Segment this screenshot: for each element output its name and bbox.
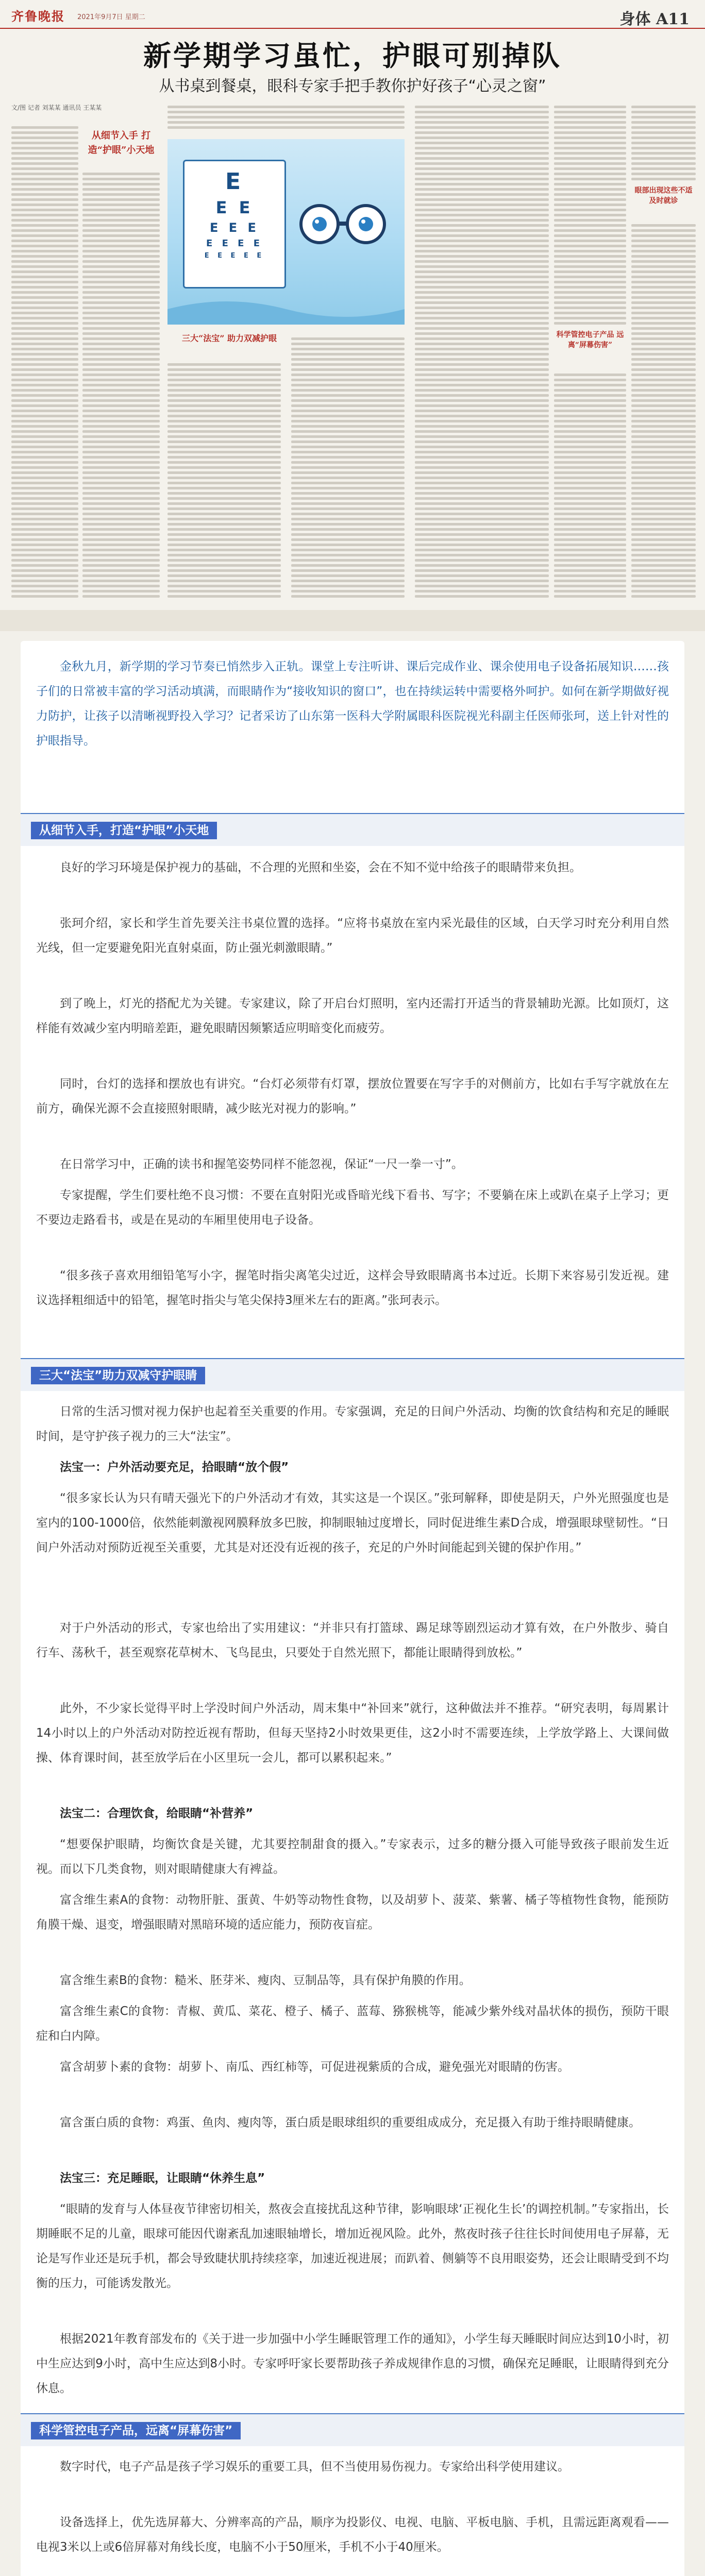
section-header: [21, 2413, 684, 2446]
paragraph: “想要保护眼睛，均衡饮食是关键，尤其要控制甜食的摄入。”专家表示，过多的糖分摄入可能导致孩子眼前发生近视。而以下几类食物，则对眼睛健康大有裨益。: [36, 1838, 669, 1876]
newspaper-byline: 文/图 记者 刘某某 通讯员 王某某: [11, 104, 102, 111]
paragraph: 日常的生活习惯对视力保护也起着至关重要的作用。专家强调，充足的日间户外活动、均衡的饮食结构和充足的睡眠时间，是守护孩子视力的三大“法宝”。: [36, 1405, 669, 1443]
section-title: 从细节入手，打造“护眼”小天地: [31, 822, 217, 839]
eye-chart-illustration: [167, 139, 405, 325]
newspaper-date: 2021年9月7日 星期二: [77, 13, 145, 21]
newspaper-column-heading: 三大“法宝” 助力双减护眼: [182, 333, 277, 343]
newspaper-text-column: [415, 103, 549, 603]
eye-chart-board: [183, 160, 286, 289]
subheading: 法宝三：充足睡眠，让眼睛“休养生息”: [60, 2172, 265, 2185]
eye-chart-row: E E E: [210, 221, 259, 235]
paragraph: 在日常学习中，正确的读书和握笔姿势同样不能忽视，保证“一尺一拳一寸”。: [60, 1158, 463, 1171]
paragraph: 设备选择上，优先选屏幕大、分辨率高的产品，顺序为投影仪、电视、电脑、平板电脑、手机，且需远距离观看——电视3米以上或6倍屏幕对角线长度，电脑不小于50厘米，手机不小于40厘米。: [36, 2516, 669, 2554]
illustration-ground-shape: [167, 294, 405, 325]
section-title: 科学管控电子产品，远离“屏幕伤害”: [31, 2422, 241, 2439]
newspaper-text-column: [631, 222, 696, 603]
paragraph: “眼睛的发育与人体昼夜节律密切相关，熬夜会直接扰乱这种节律，影响眼球‘正视化生长’的调控机制。”专家指出，长期睡眠不足的儿童，眼球可能因代谢紊乱加速眼轴增长，增加近视风险。此外，熬夜时孩子往往长时间使用电子屏幕，无论是写作业还是玩手机，都会导致睫状肌持续痉挛，加速近视进展；而趴着、侧躺等不良用眼姿势，还会让眼睛受到不均衡的压力，可能诱发散光。: [36, 2202, 669, 2290]
paragraph: 良好的学习环境是保护视力的基础，不合理的光照和坐姿，会在不知不觉中给孩子的眼睛带来负担。: [60, 861, 581, 874]
eye-chart-row: E E E E E: [204, 252, 265, 260]
newspaper-headline: 新学期学习虽忙，护眼可别掉队: [143, 39, 562, 72]
section-title: 三大“法宝”助力双减守护眼睛: [31, 1367, 205, 1384]
article-body: [21, 641, 684, 2576]
paragraph: 富含胡萝卜素的食物：胡萝卜、南瓜、西红柿等，可促进视紫质的合成，避免强光对眼睛的伤害。: [60, 2060, 569, 2074]
newspaper-text-column: [82, 170, 160, 603]
paragraph: 富含维生素C的食物：青椒、黄瓜、菜花、橙子、橘子、蓝莓、猕猴桃等，能减少紫外线对晶状体的损伤，预防干眼症和白内障。: [36, 2005, 669, 2043]
newspaper-column-heading: 科学管控电子产品 远离“屏幕伤害”: [556, 331, 624, 349]
paragraph: 富含维生素A的食物：动物肝脏、蛋黄、牛奶等动物性食物，以及胡萝卜、菠菜、紫薯、橘子等植物性食物，能预防角膜干燥、退变，增强眼睛对黑暗环境的适应能力，预防夜盲症。: [36, 1893, 669, 1931]
paragraph: 到了晚上，灯光的搭配尤为关键。专家建议，除了开启台灯照明，室内还需打开适当的背景辅助光源。比如顶灯，这样能有效减少室内明暗差距，避免眼睛因频繁适应明暗变化而疲劳。: [36, 997, 669, 1035]
eye-chart-row: E E: [215, 198, 254, 217]
newspaper-page-image: [0, 0, 705, 631]
section-header: [21, 813, 684, 846]
paragraph: 专家提醒，学生们要杜绝不良习惯：不要在直射阳光或昏暗光线下看书、写字；不要躺在床上或趴在桌子上学习；更不要边走路看书，或是在晃动的车厢里使用电子设备。: [36, 1189, 669, 1227]
newspaper-masthead: [0, 0, 705, 29]
intro-paragraph: 金秋九月，新学期的学习节奏已悄然步入正轨。课堂上专注听讲、课后完成作业、课余使用电子设备拓展知识……孩子们的日常被丰富的学习活动填满，而眼睛作为“接收知识的窗口”，也在持续运转中需要格外呵护。如何在新学期做好视力防护，让孩子以清晰视野投入学习？记者采访了山东第一医科大学附属眼科医院视光科副主任医师张珂，送上针对性的护眼指导。: [36, 660, 669, 748]
newspaper-bottom-band: [0, 610, 705, 631]
paragraph: 对于户外活动的形式，专家也给出了实用建议：“并非只有打篮球、踢足球等剧烈运动才算有效，在户外散步、骑自行车、荡秋千，甚至观察花草树木、飞鸟昆虫，只要处于自然光照下，都能让眼睛得到放松。”: [36, 1621, 669, 1659]
newspaper-section-label: 身体 A11: [619, 10, 690, 28]
eye-glasses-icon: [291, 201, 394, 247]
newspaper-text-column: [554, 371, 626, 603]
paragraph: “很多家长认为只有晴天强光下的户外活动才有效，其实这是一个误区。”张珂解释，即使是阴天，户外光照强度也是室内的100-1000倍，依然能刺激视网膜释放多巴胺，抑制眼轴过度增长，同时促进维生素D合成，增强眼球壁韧性。“日间户外活动对预防近视至关重要，尤其是对还没有近视的孩子，充足的户外时间能起到关键的保护作用。”: [36, 1492, 669, 1554]
newspaper-text-column: [167, 103, 405, 134]
paragraph: 张珂介绍，家长和学生首先要关注书桌位置的选择。“应将书桌放在室内采光最佳的区域，白天学习时充分利用自然光线，但一定要避免阳光直射桌面，防止强光刺激眼睛。”: [36, 917, 669, 955]
newspaper-column-heading: 眼部出现这些不适及时就诊: [634, 187, 693, 205]
paragraph: 此外，不少家长觉得平时上学没时间户外活动，周末集中“补回来”就行，这种做法并不推荐。“研究表明，每周累计14小时以上的户外活动对防控近视有帮助，但每天坚持2小时效果更佳，这2小时不需要连续，上学放学路上、大课间做操、体育课时间，甚至放学后在小区里玩一会儿，都可以累积起来。”: [36, 1702, 669, 1765]
paragraph: 富含维生素B的食物：糙米、胚芽米、瘦肉、豆制品等，具有保护角膜的作用。: [60, 1974, 471, 1987]
paragraph: 数字时代，电子产品是孩子学习娱乐的重要工具，但不当使用易伤视力。专家给出科学使用建议。: [60, 2460, 569, 2473]
newspaper-text-column: [11, 124, 78, 603]
newspaper-text-column: [167, 361, 281, 603]
newspaper-text-column: [291, 335, 405, 603]
paragraph: 根据2021年教育部发布的《关于进一步加强中小学生睡眠管理工作的通知》，小学生每天睡眠时间应达到10小时，初中生应达到9小时，高中生应达到8小时。专家呼吁家长要帮助孩子养成规律作息的习惯，确保充足睡眠，让眼睛得到充分休息。: [36, 2332, 669, 2395]
section-header: [21, 1358, 684, 1391]
subheading: 法宝一：户外活动要充足，拾眼睛“放个假”: [60, 1461, 289, 1474]
newspaper-subheadline: 从书桌到餐桌，眼科专家手把手教你护好孩子“心灵之窗”: [159, 77, 546, 95]
paragraph: “很多孩子喜欢用细铅笔写小字，握笔时指尖离笔尖过近，这样会导致眼睛离书本过近。长期下来容易引发近视。建议选择粗细适中的铅笔，握笔时指尖与笔尖保持3厘米左右的距离。”张珂表示。: [36, 1269, 669, 1307]
paragraph: 富含蛋白质的食物：鸡蛋、鱼肉、瘦肉等，蛋白质是眼球组织的重要组成成分，充足摄入有助于维持眼睛健康。: [60, 2116, 641, 2129]
newspaper-column-heading: 从细节入手 打造“护眼”小天地: [88, 130, 155, 156]
eye-chart-row: E E E E: [206, 238, 263, 249]
newspaper-text-column: [554, 103, 626, 325]
newspaper-text-column: [631, 103, 696, 180]
eye-chart-row: E: [225, 168, 244, 195]
newspaper-logo: 齐鲁晚报: [11, 9, 65, 24]
subheading: 法宝二：合理饮食，给眼睛“补营养”: [60, 1807, 254, 1820]
paragraph: 同时，台灯的选择和摆放也有讲究。“台灯必须带有灯罩，摆放位置要在写字手的对侧前方，比如右手写字就放在左前方，确保光源不会直接照射眼睛，减少眩光对视力的影响。”: [36, 1077, 669, 1115]
